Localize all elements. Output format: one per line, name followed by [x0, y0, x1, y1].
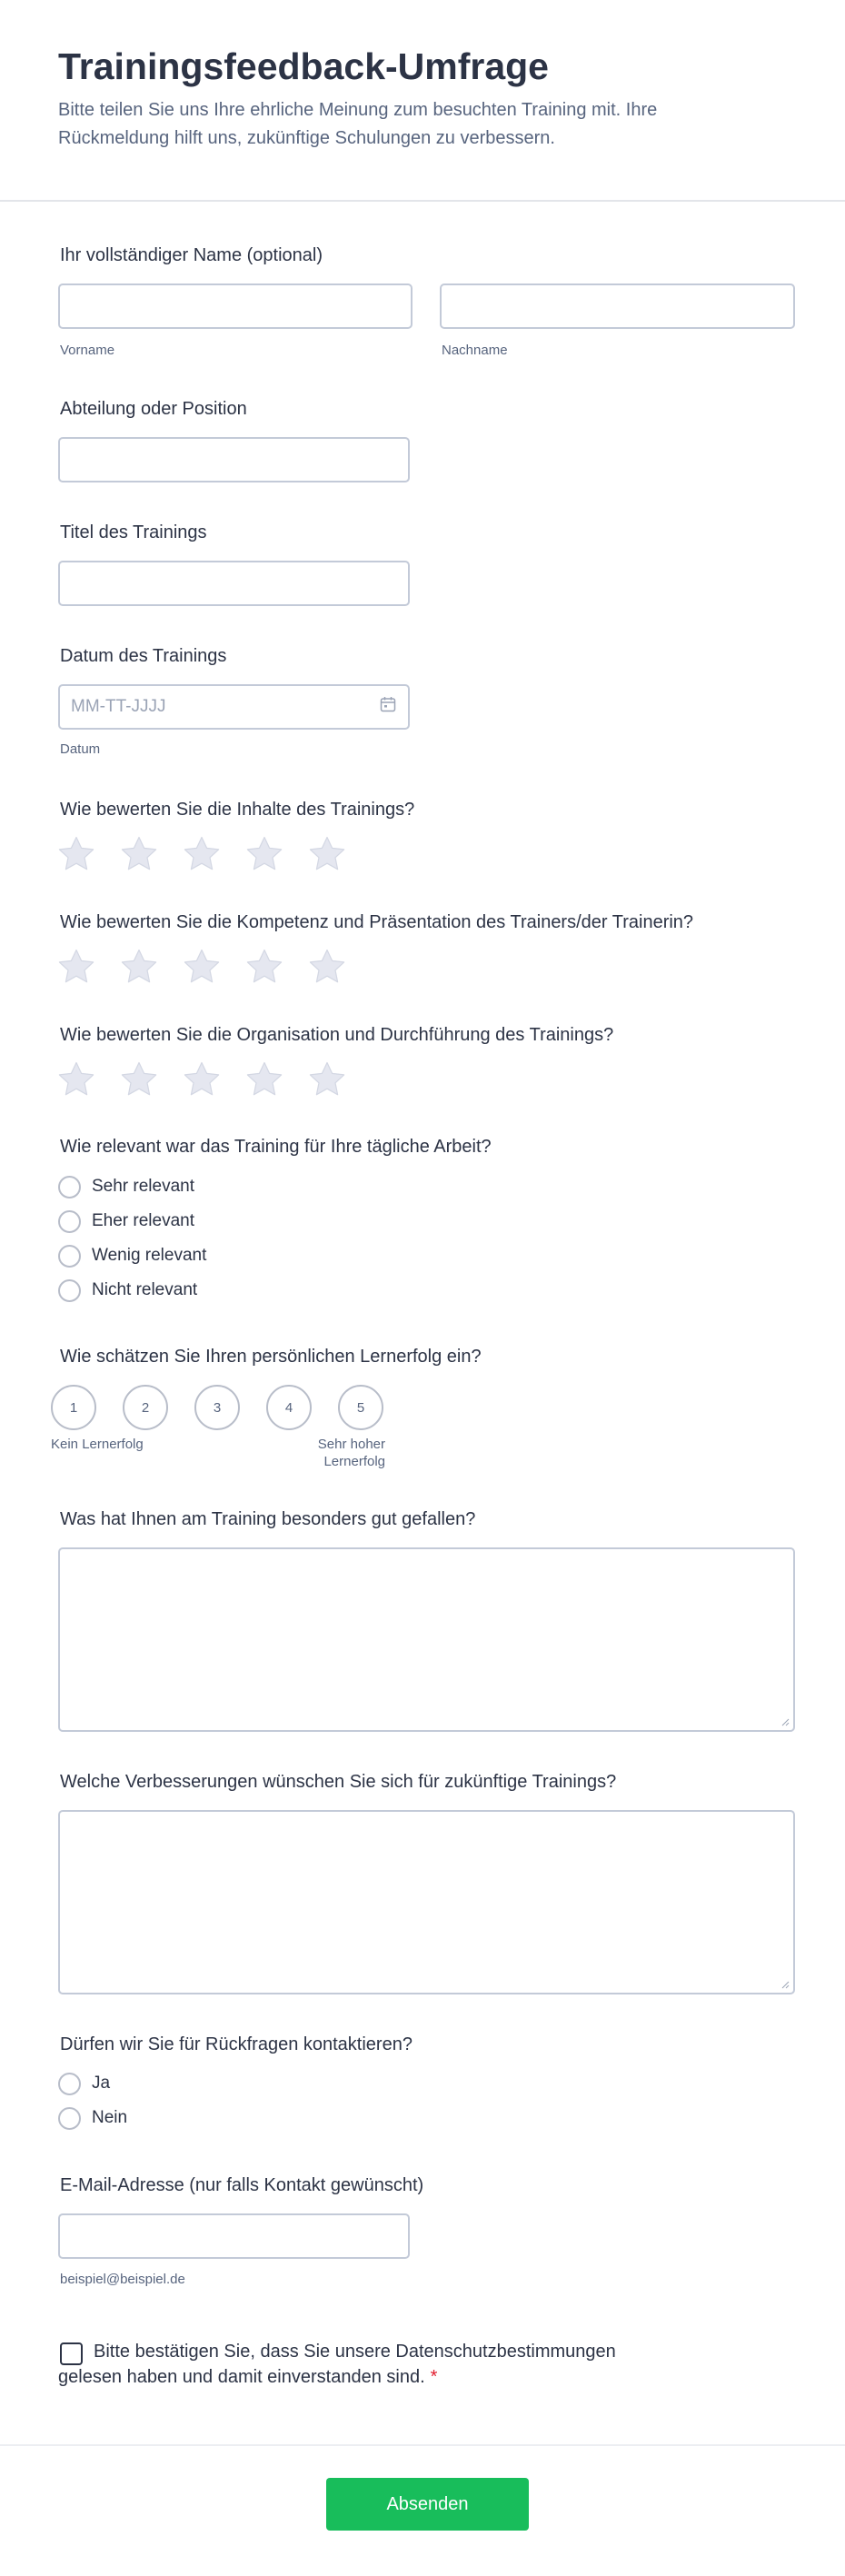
resize-grip-icon[interactable] — [780, 1980, 790, 1989]
content-rating-stars — [56, 834, 370, 874]
name-label: Ihr vollständiger Name (optional) — [60, 245, 323, 265]
radio-label: Ja — [92, 2074, 111, 2093]
radio-label: Nein — [92, 2108, 128, 2127]
required-mark: * — [430, 2367, 438, 2387]
email-input[interactable] — [58, 2213, 410, 2259]
star-icon[interactable] — [119, 1059, 159, 1099]
last-name-input[interactable] — [440, 283, 795, 329]
liked-label: Was hat Ihnen am Training besonders gut gefallen? — [60, 1509, 476, 1529]
radio-label: Sehr relevant — [92, 1177, 195, 1196]
star-icon[interactable] — [307, 834, 347, 874]
scale-button-5[interactable]: 5 — [338, 1385, 383, 1430]
star-icon[interactable] — [182, 1059, 222, 1099]
resize-grip-icon[interactable] — [780, 1717, 790, 1726]
star-icon[interactable] — [307, 1059, 347, 1099]
radio-label: Wenig relevant — [92, 1246, 207, 1265]
star-icon[interactable] — [119, 947, 159, 987]
learning-label: Wie schätzen Sie Ihren persönlichen Lernerfolg ein? — [60, 1347, 482, 1367]
organisation-rating-stars — [56, 1059, 370, 1099]
last-name-sublabel: Nachname — [442, 343, 508, 358]
contact-option-ja[interactable] — [58, 2072, 110, 2095]
form-title: Trainingsfeedback-Umfrage — [58, 45, 549, 87]
star-icon[interactable] — [244, 947, 284, 987]
department-label: Abteilung oder Position — [60, 399, 247, 419]
contact-label: Dürfen wir Sie für Rückfragen kontaktieren? — [60, 2034, 413, 2054]
radio-button[interactable] — [58, 1279, 81, 1302]
form-description: Bitte teilen Sie uns Ihre ehrliche Meinung zum besuchten Training mit. Ihre Rückmeldung hilft uns, zukünftige Schulungen zu verbessern. — [58, 100, 658, 148]
email-sublabel: beispiel@beispiel.de — [60, 2272, 185, 2287]
radio-button[interactable] — [58, 1210, 81, 1233]
radio-label: Eher relevant — [92, 1211, 195, 1230]
relevance-option-wenig[interactable] — [58, 1244, 206, 1268]
star-icon[interactable] — [56, 834, 96, 874]
scale-button-3[interactable]: 3 — [194, 1385, 240, 1430]
improvements-label: Welche Verbesserungen wünschen Sie sich für zukünftige Trainings? — [60, 1772, 617, 1792]
star-icon[interactable] — [182, 947, 222, 987]
submit-button[interactable]: Absenden — [326, 2478, 529, 2531]
training-date-input[interactable] — [58, 684, 410, 730]
star-icon[interactable] — [244, 1059, 284, 1099]
star-icon[interactable] — [244, 834, 284, 874]
scale-button-4[interactable]: 4 — [266, 1385, 312, 1430]
training-title-input[interactable] — [58, 561, 410, 606]
organisation-rating-label: Wie bewerten Sie die Organisation und Durchführung des Trainings? — [60, 1025, 614, 1045]
trainer-rating-label: Wie bewerten Sie die Kompetenz und Präsentation des Trainers/der Trainerin? — [60, 912, 694, 932]
content-rating-label: Wie bewerten Sie die Inhalte des Trainings? — [60, 800, 415, 820]
radio-button[interactable] — [58, 2107, 81, 2130]
scale-max-label: Sehr hoher Lernerfolg — [317, 1437, 385, 1469]
contact-option-nein[interactable] — [58, 2106, 127, 2130]
first-name-sublabel: Vorname — [60, 343, 115, 358]
relevance-option-eher[interactable] — [58, 1209, 194, 1233]
consent-statement: Bitte bestätigen Sie, dass Sie unsere Datenschutzbestimmungen gelesen haben und damit einverstanden sind. — [58, 2342, 616, 2387]
radio-button[interactable] — [58, 1176, 81, 1198]
consent-text — [58, 2339, 676, 2390]
relevance-option-nicht[interactable] — [58, 1278, 197, 1302]
star-icon[interactable] — [307, 947, 347, 987]
trainer-rating-stars — [56, 947, 370, 987]
relevance-label: Wie relevant war das Training für Ihre tägliche Arbeit? — [60, 1137, 492, 1157]
scale-min-label: Kein Lernerfolg — [51, 1437, 144, 1452]
calendar-icon[interactable] — [380, 696, 396, 712]
radio-button[interactable] — [58, 1245, 81, 1268]
training-date-label: Datum des Trainings — [60, 646, 227, 666]
training-title-label: Titel des Trainings — [60, 522, 207, 542]
star-icon[interactable] — [56, 1059, 96, 1099]
first-name-input[interactable] — [58, 283, 413, 329]
department-input[interactable] — [58, 437, 410, 482]
radio-label: Nicht relevant — [92, 1280, 198, 1299]
liked-textarea[interactable] — [58, 1547, 795, 1732]
improvements-textarea[interactable] — [58, 1810, 795, 1994]
training-date-sublabel: Datum — [60, 741, 101, 757]
star-icon[interactable] — [182, 834, 222, 874]
relevance-option-sehr[interactable] — [58, 1175, 194, 1198]
email-label: E-Mail-Adresse (nur falls Kontakt gewünscht) — [60, 2175, 424, 2195]
scale-button-1[interactable]: 1 — [51, 1385, 96, 1430]
radio-button[interactable] — [58, 2073, 81, 2095]
scale-button-2[interactable]: 2 — [123, 1385, 168, 1430]
star-icon[interactable] — [56, 947, 96, 987]
form-header — [0, 0, 845, 202]
star-icon[interactable] — [119, 834, 159, 874]
